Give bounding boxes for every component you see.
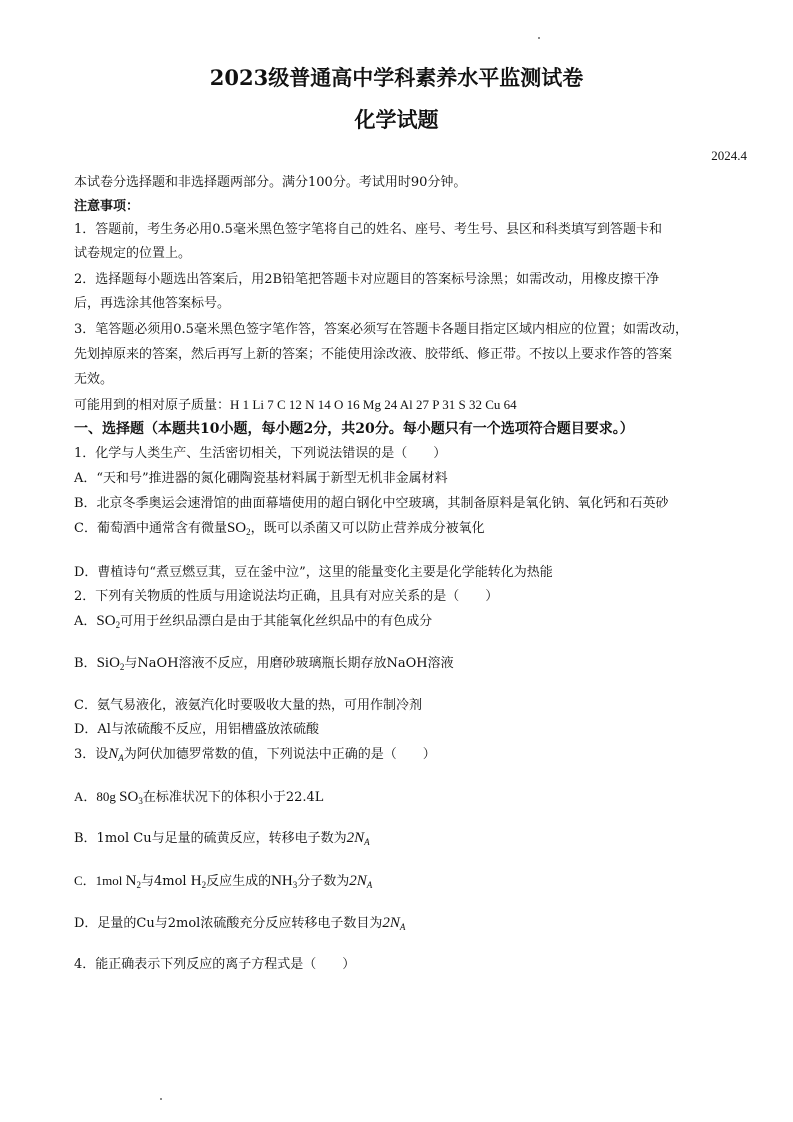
subject-title: 化学试题 — [354, 107, 439, 132]
option-text: 反应生成的 — [206, 874, 272, 889]
formula-symbol: 2N — [346, 830, 365, 846]
avogadro-value — [349, 873, 372, 889]
question-1-option-b: B．北京冬季奥运会速滑馆的曲面幕墙使用的超白钢化中空玻璃，其制备原料是氧化钠、氧化钙和石英砂 — [74, 496, 669, 511]
formula-subscript: 2 — [115, 620, 121, 630]
atomic-masses: 可能用到的相对原子质量：H 1 Li 7 C 12 N 14 O 16 Mg 24 Al 27 P 31 S 32 Cu 64 — [74, 397, 517, 412]
option-text: 分子数为 — [297, 874, 350, 889]
notice-line: 先划掉原来的答案，然后再写上新的答案；不能使用涂改液、胶带纸、修正带。不按以上要求作答的答案 — [74, 347, 673, 362]
question-3-option-a — [74, 789, 323, 809]
formula-symbol: SO — [119, 789, 139, 805]
formula-symbol: N — [108, 746, 119, 762]
question-3-option-d — [74, 915, 405, 935]
formula-symbol: NH — [271, 873, 293, 889]
formula-subscript: 2 — [201, 880, 207, 890]
stem-text: 3．设 — [74, 747, 109, 762]
notice-line: 试卷规定的位置上。 — [74, 246, 192, 261]
exam-date: 2024.4 — [711, 148, 747, 163]
chem-formula — [97, 655, 125, 671]
option-text: 可用于丝织品漂白是由于其能氧化丝织品中的有色成分 — [120, 614, 433, 629]
formula-symbol: SO — [226, 520, 247, 536]
formula-subscript: 2 — [119, 662, 125, 672]
notice-line: 无效。 — [74, 372, 114, 387]
question-2-option-b — [74, 655, 454, 675]
notice-line: 2．选择题每小题选出答案后，用2B铅笔把答题卡对应题目的答案标号涂黑；如需改动，用橡皮擦干净 — [74, 272, 660, 287]
chem-formula — [119, 789, 143, 805]
chem-formula — [227, 520, 251, 536]
avogadro-symbol — [108, 746, 124, 762]
formula-subscript: 2 — [246, 527, 251, 537]
chem-formula — [191, 873, 206, 889]
question-2-option-a — [74, 613, 432, 633]
question-1-option-c — [74, 520, 485, 540]
avogadro-value — [347, 830, 370, 846]
option-text: C．葡萄酒中通常含有微量 — [74, 521, 227, 536]
chem-formula — [96, 613, 120, 629]
avogadro-value — [382, 915, 405, 931]
formula-subscript: 3 — [292, 880, 298, 890]
formula-symbol: SO — [96, 613, 116, 629]
option-text: B． — [74, 656, 97, 671]
notice-line: 1．答题前，考生务必用0.5毫米黑色签字笔将自己的姓名、座号、考生号、县区和科类填写到答题卡和 — [74, 222, 662, 237]
stem-text: 为阿伏加德罗常数的值，下列说法中正确的是（ ） — [123, 747, 436, 762]
question-2-option-c: C．氨气易液化，液氨汽化时要吸收大量的热，可用作制冷剂 — [74, 698, 422, 713]
formula-symbol: 2N — [382, 915, 400, 931]
formula-symbol: N — [125, 873, 137, 889]
formula-subscript: A — [118, 753, 124, 763]
option-text: C．1mol — [74, 873, 126, 888]
formula-symbol: H — [190, 873, 202, 889]
formula-symbol: SiO — [96, 655, 120, 671]
question-3-option-b — [74, 830, 370, 850]
question-2-option-d: D．Al与浓硫酸不反应，用铝槽盛放浓硫酸 — [74, 722, 319, 737]
option-text: B．1mol Cu与足量的硫黄反应，转移电子数为 — [74, 831, 347, 846]
section-heading: 一、选择题（本题共10小题，每小题2分，共20分。每小题只有一个选项符合题目要求。） — [74, 421, 634, 437]
option-text: A． — [74, 614, 97, 629]
question-1-option-a: A．“天和号”推进器的氮化硼陶瓷基材料属于新型无机非金属材料 — [74, 471, 448, 486]
formula-subscript: 2 — [136, 880, 141, 890]
exam-title: 2023级普通高中学科素养水平监测试卷 — [209, 65, 584, 90]
notice-heading: 注意事项： — [74, 199, 140, 214]
question-1-option-d: D．曹植诗句“煮豆燃豆萁，豆在釜中泣”，这里的能量变化主要是化学能转化为热能 — [74, 565, 553, 580]
chem-formula — [126, 873, 141, 889]
option-text: 与4mol — [141, 874, 191, 889]
formula-symbol: 2N — [349, 873, 367, 889]
formula-subscript: A — [366, 880, 373, 890]
option-text: ，既可以杀菌又可以防止营养成分被氧化 — [250, 521, 485, 536]
formula-subscript: 3 — [138, 796, 143, 806]
question-2-stem: 2．下列有关物质的性质与用途说法均正确，且具有对应关系的是（ ） — [74, 589, 499, 604]
chem-formula — [271, 873, 297, 889]
scan-dot — [538, 37, 540, 39]
question-3-option-c — [74, 873, 372, 893]
notice-line: 3．笔答题必须用0.5毫米黑色签字笔作答，答案必须写在答题卡各题目指定区域内相应的位置；如需改动， — [74, 322, 688, 337]
option-text: 在标准状况下的体积小于22.4L — [142, 790, 324, 805]
scan-dot — [160, 1098, 162, 1100]
formula-subscript: A — [399, 922, 406, 932]
formula-subscript: A — [364, 837, 370, 847]
option-text: A．80g — [74, 789, 120, 804]
question-3-stem — [74, 746, 436, 766]
option-text: 与NaOH溶液不反应，用磨砂玻璃瓶长期存放NaOH溶液 — [124, 656, 454, 671]
option-text: D．足量的Cu与2mol浓硫酸充分反应转移电子数目为 — [74, 916, 383, 931]
notice-line: 后，再选涂其他答案标号。 — [74, 296, 231, 311]
question-1-stem: 1．化学与人类生产、生活密切相关，下列说法错误的是（ ） — [74, 446, 447, 461]
question-4-stem: 4．能正确表示下列反应的离子方程式是（ ） — [74, 957, 356, 972]
intro-text: 本试卷分选择题和非选择题两部分。满分100分。考试用时90分钟。 — [74, 175, 467, 190]
